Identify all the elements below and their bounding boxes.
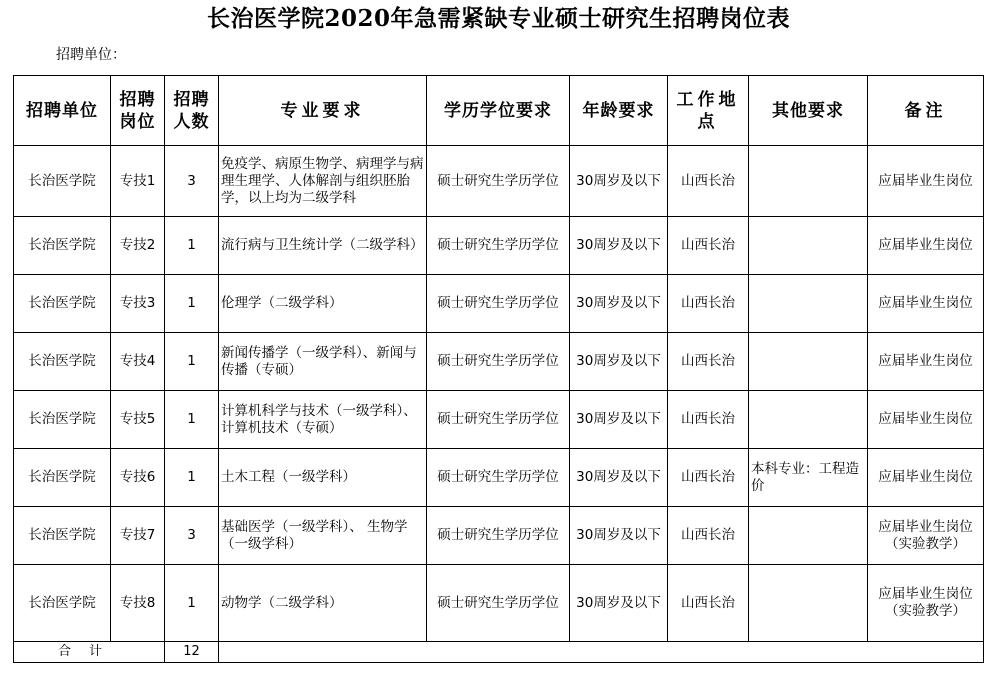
unit-cell: 长治医学院 [14, 565, 111, 642]
unit-cell: 长治医学院 [14, 391, 111, 449]
other-cell [749, 275, 868, 333]
count-cell: 1 [165, 391, 219, 449]
place-cell: 山西长治 [668, 565, 749, 642]
header-place: 工作地点 [668, 76, 749, 146]
unit-cell: 长治医学院 [14, 507, 111, 565]
remark-cell: 应届毕业生岗位 [868, 275, 984, 333]
major-cell: 动物学（二级学科） [219, 565, 427, 642]
remark-cell: 应届毕业生岗位 [868, 146, 984, 217]
major-cell: 免疫学、病原生物学、病理学与病理生理学、人体解剖与组织胚胎学，以上均为二级学科 [219, 146, 427, 217]
total-label-cell [14, 642, 165, 663]
other-cell [749, 146, 868, 217]
post-cell: 专技8 [111, 565, 165, 642]
table-row [14, 275, 984, 333]
remark-cell: 应届毕业生岗位（实验教学） [868, 507, 984, 565]
other-cell: 本科专业：工程造价 [749, 449, 868, 507]
total-empty-cell [219, 642, 984, 663]
unit-cell: 长治医学院 [14, 275, 111, 333]
recruiting-unit-label: 招聘单位： [56, 47, 126, 63]
major-cell: 计算机科学与技术（一级学科）、 计算机技术（专硕） [219, 391, 427, 449]
other-cell [749, 333, 868, 391]
count-cell: 3 [165, 507, 219, 565]
remark-cell: 应届毕业生岗位 [868, 449, 984, 507]
remark-cell: 应届毕业生岗位 [868, 333, 984, 391]
place-cell: 山西长治 [668, 333, 749, 391]
age-cell: 30周岁及以下 [570, 275, 668, 333]
major-cell: 流行病与卫生统计学（二级学科） [219, 217, 427, 275]
remark-cell: 应届毕业生岗位 [868, 391, 984, 449]
remark-cell: 应届毕业生岗位（实验教学） [868, 565, 984, 642]
age-cell: 30周岁及以下 [570, 146, 668, 217]
count-cell: 1 [165, 275, 219, 333]
place-cell: 山西长治 [668, 146, 749, 217]
header-remark: 备注 [868, 76, 984, 146]
count-cell: 1 [165, 333, 219, 391]
post-cell: 专技5 [111, 391, 165, 449]
major-cell: 基础医学（一级学科）、 生物学（一级学科） [219, 507, 427, 565]
table-row [14, 449, 984, 507]
place-cell: 山西长治 [668, 449, 749, 507]
degree-cell: 硕士研究生学历学位 [427, 146, 570, 217]
total-row [14, 642, 984, 663]
table-row [14, 146, 984, 217]
recruitment-table [13, 75, 984, 663]
count-cell: 1 [165, 449, 219, 507]
header-post: 招聘岗位 [111, 76, 165, 146]
count-cell: 1 [165, 217, 219, 275]
degree-cell: 硕士研究生学历学位 [427, 449, 570, 507]
post-cell: 专技4 [111, 333, 165, 391]
degree-cell: 硕士研究生学历学位 [427, 507, 570, 565]
degree-cell: 硕士研究生学历学位 [427, 217, 570, 275]
other-cell [749, 565, 868, 642]
other-cell [749, 391, 868, 449]
place-cell: 山西长治 [668, 507, 749, 565]
post-cell: 专技3 [111, 275, 165, 333]
other-cell [749, 217, 868, 275]
table-header-row [14, 76, 984, 146]
other-cell [749, 507, 868, 565]
major-cell: 土木工程（一级学科） [219, 449, 427, 507]
degree-cell: 硕士研究生学历学位 [427, 391, 570, 449]
major-cell: 新闻传播学（一级学科）、新闻与传播（专硕） [219, 333, 427, 391]
table-row [14, 217, 984, 275]
header-unit: 招聘单位 [14, 76, 111, 146]
age-cell: 30周岁及以下 [570, 333, 668, 391]
header-degree: 学历学位要求 [427, 76, 570, 146]
unit-cell: 长治医学院 [14, 217, 111, 275]
place-cell: 山西长治 [668, 391, 749, 449]
table-row [14, 507, 984, 565]
total-value: 12 [165, 642, 219, 663]
count-cell: 3 [165, 146, 219, 217]
degree-cell: 硕士研究生学历学位 [427, 333, 570, 391]
post-cell: 专技7 [111, 507, 165, 565]
age-cell: 30周岁及以下 [570, 449, 668, 507]
header-age: 年龄要求 [570, 76, 668, 146]
table-row [14, 333, 984, 391]
degree-cell: 硕士研究生学历学位 [427, 275, 570, 333]
header-count: 招聘人数 [165, 76, 219, 146]
table-row [14, 565, 984, 642]
place-cell: 山西长治 [668, 217, 749, 275]
age-cell: 30周岁及以下 [570, 217, 668, 275]
total-label: 合计 [57, 644, 120, 659]
unit-cell: 长治医学院 [14, 333, 111, 391]
header-major: 专业要求 [219, 76, 427, 146]
page-title: 长治医学院2020年急需紧缺专业硕士研究生招聘岗位表 [206, 5, 790, 32]
remark-cell: 应届毕业生岗位 [868, 217, 984, 275]
post-cell: 专技2 [111, 217, 165, 275]
header-other: 其他要求 [749, 76, 868, 146]
degree-cell: 硕士研究生学历学位 [427, 565, 570, 642]
post-cell: 专技1 [111, 146, 165, 217]
major-cell: 伦理学（二级学科） [219, 275, 427, 333]
post-cell: 专技6 [111, 449, 165, 507]
count-cell: 1 [165, 565, 219, 642]
unit-cell: 长治医学院 [14, 146, 111, 217]
unit-cell: 长治医学院 [14, 449, 111, 507]
table-row [14, 391, 984, 449]
place-cell: 山西长治 [668, 275, 749, 333]
age-cell: 30周岁及以下 [570, 391, 668, 449]
age-cell: 30周岁及以下 [570, 565, 668, 642]
age-cell: 30周岁及以下 [570, 507, 668, 565]
